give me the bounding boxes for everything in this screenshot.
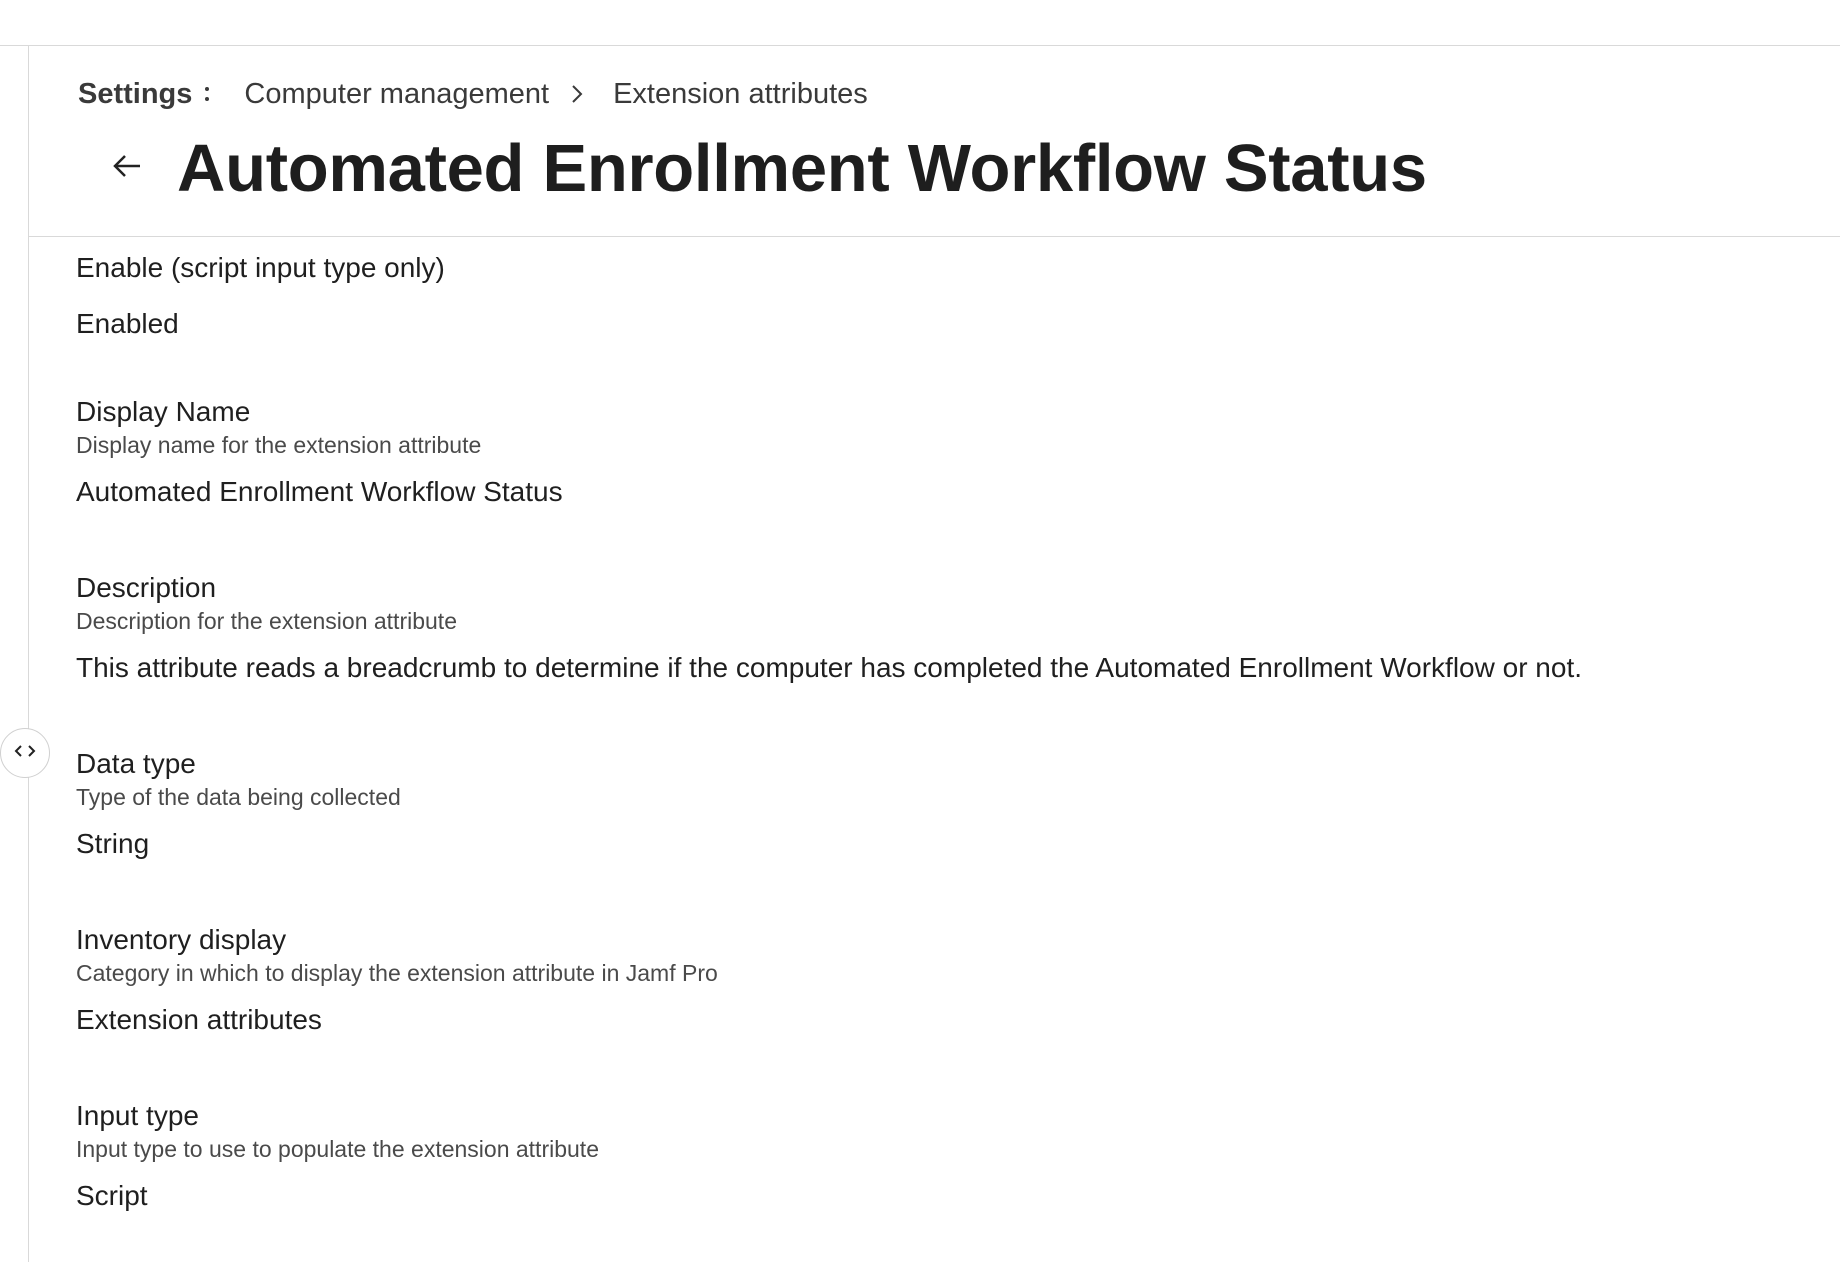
field-value: This attribute reads a breadcrumb to determine if the computer has completed the Automated Enrollment Workflow or not.: [76, 652, 1583, 683]
field-label: Description: [76, 572, 217, 603]
field-value: Script: [76, 1180, 148, 1211]
field-value: Extension attributes: [76, 1004, 322, 1035]
title-row: [99, 126, 1427, 210]
field-label: Input type: [76, 1100, 199, 1131]
back-button[interactable]: [99, 140, 155, 196]
field-help-text: Input type to use to populate the extension attribute: [76, 1136, 599, 1162]
field-label: Data type: [76, 748, 196, 779]
field-description: [76, 570, 1816, 686]
chevron-right-icon: [571, 84, 583, 104]
page-header: [29, 46, 1840, 237]
field-help-text: Description for the extension attribute: [76, 608, 457, 634]
field-help-text: Type of the data being collected: [76, 784, 401, 810]
field-label: Display Name: [76, 396, 251, 427]
field-inventory-display: [76, 922, 1816, 1038]
arrow-left-icon: [112, 153, 142, 184]
breadcrumb-root-settings[interactable]: Settings: [78, 77, 193, 110]
field-label: Inventory display: [76, 924, 287, 955]
field-data-type: [76, 746, 1816, 862]
breadcrumb: [78, 76, 868, 112]
breadcrumb-colon: [204, 82, 210, 106]
field-help-text: Display name for the extension attribute: [76, 432, 482, 458]
field-label: Enable (script input type only): [76, 252, 445, 283]
field-input-type: [76, 1098, 1816, 1214]
field-enable: [76, 250, 1816, 342]
sidebar-toggle-button[interactable]: [0, 728, 50, 778]
field-display-name: [76, 394, 1816, 510]
breadcrumb-item-computer-management[interactable]: Computer management: [244, 77, 550, 110]
field-value: String: [76, 828, 150, 859]
page-title: Automated Enrollment Workflow Status: [177, 130, 1427, 206]
field-value: Enabled: [76, 308, 179, 339]
field-value: Automated Enrollment Workflow Status: [76, 476, 563, 507]
top-bar: [0, 0, 1840, 46]
field-help-text: Category in which to display the extension attribute in Jamf Pro: [76, 960, 718, 986]
breadcrumb-item-extension-attributes[interactable]: Extension attributes: [613, 77, 868, 110]
code-brackets-icon: [14, 744, 36, 763]
